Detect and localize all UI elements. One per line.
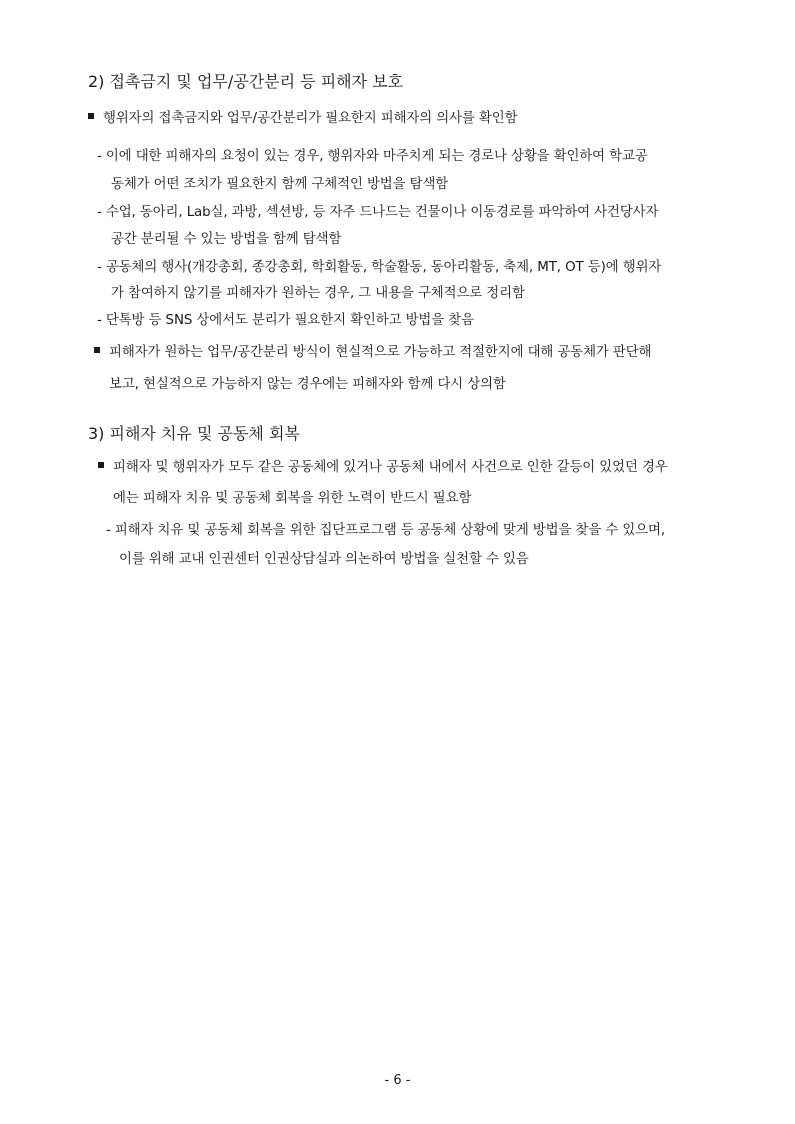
square-bullet-icon — [98, 462, 104, 468]
section-3-dash-1-line-1: - 피해자 치유 및 공동체 회복을 위한 집단프로그램 등 공동체 상황에 맞게 방법을 찾을 수 있으며, — [106, 523, 665, 538]
section-2-dash-3-line-2: 가 참여하지 않기를 피해자가 원하는 경우, 그 내용을 구체적으로 정리함 — [111, 286, 525, 301]
section-2-dash-4: - 단톡방 등 SNS 상에서도 분리가 필요한지 확인하고 방법을 찾음 — [97, 313, 474, 328]
square-bullet-icon — [88, 113, 94, 119]
section-3-dash-1-line-2: 이를 위해 교내 인권센터 인권상담실과 의논하여 방법을 실천할 수 있음 — [119, 552, 529, 567]
section-3-heading: 3) 피해자 치유 및 공동체 회복 — [88, 424, 300, 443]
section-2-heading: 2) 접촉금지 및 업무/공간분리 등 피해자 보호 — [88, 72, 404, 91]
section-2-bullet-2-line-2: 보고, 현실적으로 가능하지 않는 경우에는 피해자와 함께 다시 상의함 — [109, 377, 506, 392]
bullet-text: 행위자의 접촉금지와 업무/공간분리가 필요한지 피해자의 의사를 확인함 — [103, 111, 518, 126]
bullet-text: 피해자가 원하는 업무/공간분리 방식이 현실적으로 가능하고 적절한지에 대해 공동체가 판단해 — [109, 345, 652, 360]
section-2-dash-3-line-1: - 공동체의 행사(개강총회, 종강총회, 학회활동, 학술활동, 동아리활동, 축제, MT, OT 등)에 행위자 — [97, 260, 662, 275]
square-bullet-icon — [94, 347, 100, 353]
section-2-bullet-1 — [88, 110, 517, 128]
section-2-dash-2-line-2: 공간 분리될 수 있는 방법을 함께 탐색함 — [111, 232, 342, 247]
bullet-text: 피해자 및 행위자가 모두 같은 공동체에 있거나 공동체 내에서 사건으로 인한 갈등이 있었던 경우 — [113, 460, 668, 475]
section-3-bullet-1-line-1 — [98, 459, 668, 477]
section-3-bullet-1-line-2: 에는 피해자 치유 및 공동체 회복을 위한 노력이 반드시 필요함 — [113, 491, 472, 506]
section-2-dash-1-line-1: - 이에 대한 피해자의 요청이 있는 경우, 행위자와 마주치게 되는 경로나 상황을 확인하여 학교공 — [97, 149, 648, 164]
page-number: - 6 - — [384, 1073, 411, 1088]
section-2-dash-1-line-2: 동체가 어떤 조치가 필요한지 함께 구체적인 방법을 탐색함 — [111, 177, 449, 192]
section-2-dash-2-line-1: - 수업, 동아리, Lab실, 과방, 섹션방, 등 자주 드나드는 건물이나 이동경로를 파악하여 사건당사자 — [97, 205, 659, 220]
section-2-bullet-2-line-1 — [94, 344, 651, 362]
